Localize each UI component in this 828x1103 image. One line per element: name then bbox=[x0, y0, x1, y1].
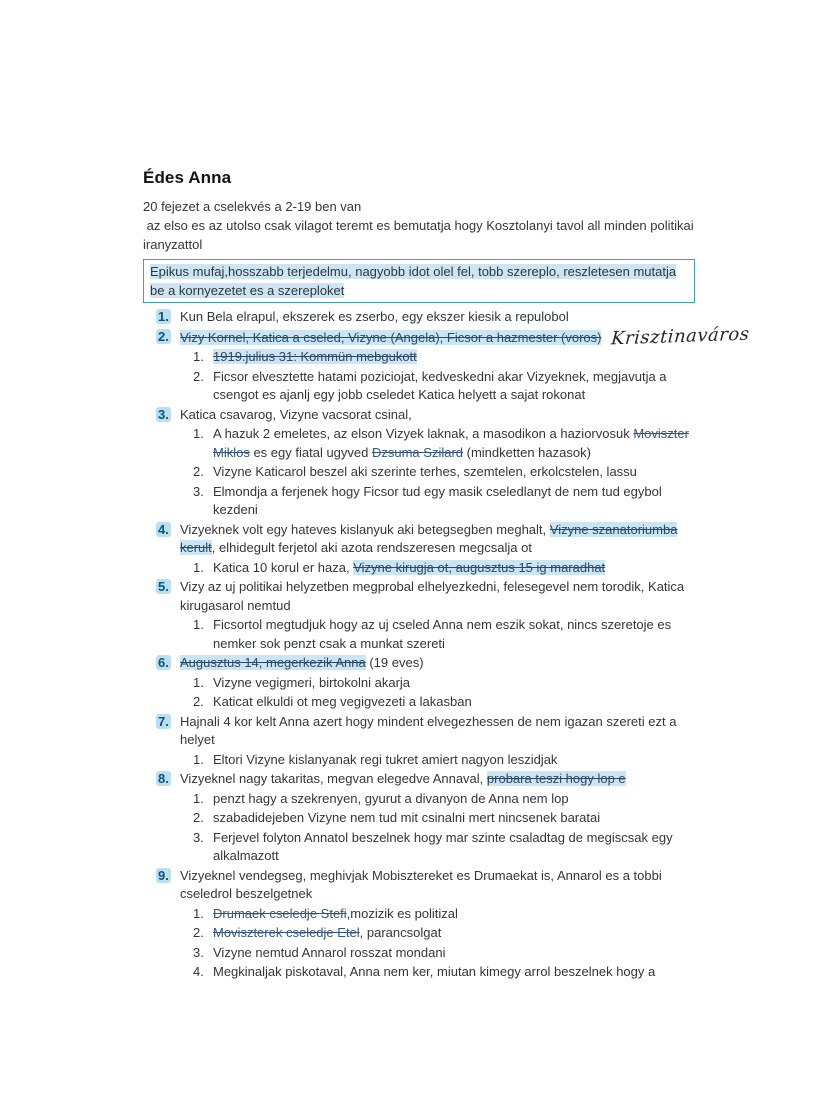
list-item-row[interactable] bbox=[143, 521, 695, 558]
text-segment: Moviszter Miklos bbox=[213, 426, 689, 460]
list-item bbox=[143, 406, 695, 520]
text-segment: Vizyne kirugja ot, augusztus 15 ig maradhat bbox=[353, 559, 606, 575]
sublist bbox=[193, 616, 695, 653]
number-badge: 8. bbox=[158, 771, 169, 786]
list-item-text bbox=[180, 867, 695, 904]
list-item-text bbox=[180, 654, 695, 673]
sublist-item-row[interactable] bbox=[193, 905, 695, 924]
sublist-item-number: 1. bbox=[193, 905, 204, 921]
sublist-item-text bbox=[213, 790, 695, 809]
text-segment: probara teszi hogy lop e bbox=[486, 771, 626, 786]
text-segment: Vizy Kornel, Katica a cseled, Vizyne (Angela), Ficsor a hazmester (voros) bbox=[180, 329, 602, 345]
number-badge: 9. bbox=[158, 867, 169, 883]
sublist-item-number: 3. bbox=[193, 829, 204, 845]
sublist bbox=[193, 674, 695, 712]
list-item-number bbox=[156, 867, 180, 886]
list-item-row[interactable] bbox=[143, 770, 695, 789]
text-segment: Megkinaljak piskotaval, Anna nem ker, miutan kimegy arrol beszelnek hogy a bbox=[213, 964, 656, 979]
sublist bbox=[193, 751, 695, 770]
sublist-item-number: 2. bbox=[193, 810, 204, 825]
sublist-item-row[interactable] bbox=[193, 963, 695, 982]
sublist bbox=[193, 348, 695, 405]
text-segment: Ficsor elvesztette hatami poziciojat, kedveskedni akar Vizyeknek, megjavutja a csengot es ajanlj egy jobb cseledet Katica helyett a sajat rokonat bbox=[213, 368, 667, 402]
sublist-item-number: 1. bbox=[193, 617, 204, 632]
sublist-item-row[interactable] bbox=[193, 616, 695, 653]
text-segment: Vizyeknek volt egy hateves kislanyuk aki betegsegben meghalt, bbox=[180, 521, 550, 537]
list-item-number bbox=[156, 308, 180, 327]
list-item bbox=[143, 308, 695, 327]
number-badge: 1. bbox=[158, 309, 169, 324]
list-item-text bbox=[180, 578, 695, 615]
list-item-text bbox=[180, 521, 695, 558]
sublist-item-row[interactable] bbox=[193, 693, 695, 712]
sublist bbox=[193, 905, 695, 982]
sublist-item-number: 1. bbox=[193, 751, 204, 767]
sublist-item-text bbox=[213, 616, 695, 653]
number-badge: 7. bbox=[158, 713, 169, 729]
number-badge: 3. bbox=[158, 406, 169, 422]
sublist-item-row[interactable] bbox=[193, 559, 695, 578]
text-segment: (19 eves) bbox=[365, 655, 424, 670]
list-item bbox=[143, 770, 695, 866]
sublist-item-text bbox=[213, 944, 695, 963]
text-segment: es egy fiatal ugyved bbox=[249, 444, 372, 460]
sublist-item-number: 2. bbox=[193, 694, 204, 709]
sublist-item-number: 1. bbox=[193, 674, 204, 690]
text-segment: Ferjevel folyton Annatol beszelnek hogy mar szinte csaladtag de megiscsak egy alkalmazott bbox=[213, 829, 673, 863]
text-segment: (mindketten hazasok) bbox=[463, 444, 591, 460]
sublist-item-text bbox=[213, 368, 695, 405]
text-segment: Katica 10 korul er haza, bbox=[213, 559, 354, 575]
sublist-item-row[interactable] bbox=[193, 368, 695, 405]
text-segment: Drumaek cseledje Stefi bbox=[213, 905, 347, 921]
text-segment: Eltori Vizyne kislanyanak regi tukret amiert nagyon leszidjak bbox=[213, 751, 558, 767]
sublist-item-text bbox=[213, 693, 695, 712]
list-item-text bbox=[180, 713, 695, 750]
list-item-row[interactable] bbox=[143, 308, 695, 327]
list-item-number bbox=[156, 713, 180, 732]
text-segment: , parancsolgat bbox=[359, 925, 442, 940]
text-segment: Elmondja a ferjenek hogy Ficsor tud egy masik cseledlanyt de nem tud egybol kezdeni bbox=[213, 483, 662, 517]
sublist-item-text bbox=[213, 751, 695, 770]
number-badge: 2. bbox=[158, 328, 169, 344]
sublist-item-number: 2. bbox=[193, 925, 204, 940]
sublist-item-number: 1. bbox=[193, 349, 204, 364]
sublist-item-row[interactable] bbox=[193, 924, 695, 943]
list-item-text bbox=[180, 308, 695, 327]
sublist-item-text bbox=[213, 674, 695, 693]
outline-list bbox=[143, 308, 751, 982]
text-segment: ,mozizik es politizal bbox=[346, 905, 458, 921]
list-item-number bbox=[156, 578, 180, 597]
sublist-item-number: 3. bbox=[193, 483, 204, 499]
sublist-item-row[interactable] bbox=[193, 483, 695, 520]
list-item bbox=[143, 578, 695, 653]
intro-line-1[interactable]: 20 fejezet a cselekvés a 2-19 ben van bbox=[143, 199, 362, 214]
text-segment: , elhidegult ferjetol aki azota rendszeresen megcsalja ot bbox=[211, 540, 532, 555]
sublist-item-row[interactable] bbox=[193, 674, 695, 693]
list-item-row[interactable] bbox=[143, 713, 695, 750]
text-segment: A hazuk 2 emeletes, az elson Vizyek laknak, a masodikon a haziorvosuk bbox=[213, 426, 634, 441]
text-segment: Ficsortol megtudjuk hogy az uj cseled Anna nem eszik sokat, nincs szeretoje es nemker sok penzt csak a munkat szereti bbox=[213, 617, 672, 651]
list-item-row[interactable] bbox=[143, 654, 695, 673]
list-item-number bbox=[156, 521, 180, 540]
list-item bbox=[143, 713, 695, 770]
text-segment: Vizyne vegigmeri, birtokolni akarja bbox=[213, 674, 411, 690]
sublist-item-row[interactable] bbox=[193, 944, 695, 963]
sublist-item-text bbox=[213, 963, 695, 982]
text-segment: penzt hagy a szekrenyen, gyurut a divanyon de Anna nem lop bbox=[213, 790, 569, 806]
page-title: Édes Anna bbox=[143, 168, 232, 187]
list-item-number bbox=[156, 406, 180, 425]
sublist-item-row[interactable] bbox=[193, 829, 695, 866]
sublist-item-row[interactable] bbox=[193, 425, 695, 462]
sublist-item-number: 1. bbox=[193, 790, 204, 806]
list-item bbox=[143, 323, 751, 405]
text-segment: Vizy az uj politikai helyzetben megprobal elhelyezkedni, felesegevel nem torodik, Katica kirugasarol nemtud bbox=[180, 579, 685, 613]
text-segment: Hajnali 4 kor kelt Anna azert hogy mindent elvegezhessen de nem igazan szereti ezt a helyet bbox=[180, 713, 677, 747]
text-segment: Katica csavarog, Vizyne vacsorat csinal, bbox=[180, 406, 412, 422]
text-segment: Katicat elkuldi ot meg vegigvezeti a lakasban bbox=[213, 694, 472, 709]
sublist-item-text bbox=[213, 809, 695, 828]
text-segment: Kun Bela elrapul, ekszerek es zserbo, egy ekszer kiesik a repulobol bbox=[180, 309, 569, 324]
text-segment: szabadidejeben Vizyne nem tud mit csinalni mert nincsenek baratai bbox=[213, 810, 601, 825]
sublist-item-text bbox=[213, 483, 695, 520]
handwritten-annotation: Krisztinaváros bbox=[610, 323, 751, 349]
sublist-item-number: 2. bbox=[193, 368, 204, 384]
callout-box[interactable] bbox=[143, 259, 695, 303]
sublist-item-text bbox=[213, 905, 695, 924]
sublist-item-number: 1. bbox=[193, 559, 204, 575]
text-segment: Vizyne Katicarol beszel aki szerinte terhes, szemtelen, erkolcstelen, lassu bbox=[213, 464, 637, 479]
text-segment: Vizyeknel vendegseg, meghivjak Mobisztereket es Drumaekat is, Annarol es a tobbi cseledrol beszelgetnek bbox=[180, 867, 662, 901]
number-badge: 5. bbox=[158, 579, 169, 594]
sublist-item-number: 1. bbox=[193, 426, 204, 441]
sublist-item-row[interactable] bbox=[193, 790, 695, 809]
sublist-item-row[interactable] bbox=[193, 348, 695, 367]
list-item-text bbox=[180, 323, 751, 349]
list-item-row[interactable] bbox=[143, 578, 695, 615]
list-item-row[interactable] bbox=[143, 323, 751, 349]
list-item-number bbox=[156, 654, 180, 673]
list-item-number bbox=[156, 770, 180, 789]
text-segment: 1919.julius 31: Kommün mebgukott bbox=[213, 349, 417, 364]
sublist-item-text bbox=[213, 348, 695, 367]
sublist-item-text bbox=[213, 425, 695, 462]
sublist bbox=[193, 790, 695, 866]
list-item-text bbox=[180, 770, 695, 789]
sublist-item-number: 4. bbox=[193, 964, 204, 979]
sublist-item-text bbox=[213, 829, 695, 866]
text-segment: Augusztus 14, megerkezik Anna bbox=[180, 655, 366, 670]
callout-text: Epikus mufaj,hosszabb terjedelmu, nagyobb idot olel fel, tobb szereplo, reszletesen mutatja be a kornyezetet es a szereploket bbox=[150, 264, 677, 298]
sublist-item-number: 3. bbox=[193, 944, 204, 960]
sublist bbox=[193, 559, 695, 578]
intro-line-2[interactable]: az elso es az utolso csak vilagot teremt es bemutatja hogy Kosztolanyi tavol all minden politikai iranyzattol bbox=[143, 218, 698, 252]
text-segment: Vizyne szanatoriumba kerult bbox=[180, 521, 678, 555]
list-item bbox=[143, 867, 695, 982]
sublist-item-row[interactable] bbox=[193, 751, 695, 770]
list-item bbox=[143, 521, 695, 578]
number-badge: 4. bbox=[158, 521, 169, 537]
sublist bbox=[193, 425, 695, 520]
sublist-item-row[interactable] bbox=[193, 809, 695, 828]
notes-document bbox=[143, 168, 751, 983]
text-segment: Vizyne nemtud Annarol rosszat mondani bbox=[213, 944, 446, 960]
list-item-row[interactable] bbox=[143, 406, 695, 425]
sublist-item-number: 2. bbox=[193, 464, 204, 479]
list-item-row[interactable] bbox=[143, 867, 695, 904]
text-segment: Vizyeknel nagy takaritas, megvan elegedve Annaval, bbox=[180, 771, 487, 786]
sublist-item-text bbox=[213, 463, 695, 482]
sublist-item-text bbox=[213, 924, 695, 943]
list-item-text bbox=[180, 406, 695, 425]
text-segment: Dzsuma Szilard bbox=[371, 444, 464, 460]
number-badge: 6. bbox=[158, 655, 169, 670]
sublist-item-text bbox=[213, 559, 695, 578]
text-segment: Moviszterek cseledje Etel bbox=[213, 925, 360, 940]
list-item bbox=[143, 654, 695, 712]
sublist-item-row[interactable] bbox=[193, 463, 695, 482]
list-item-number bbox=[156, 328, 180, 347]
